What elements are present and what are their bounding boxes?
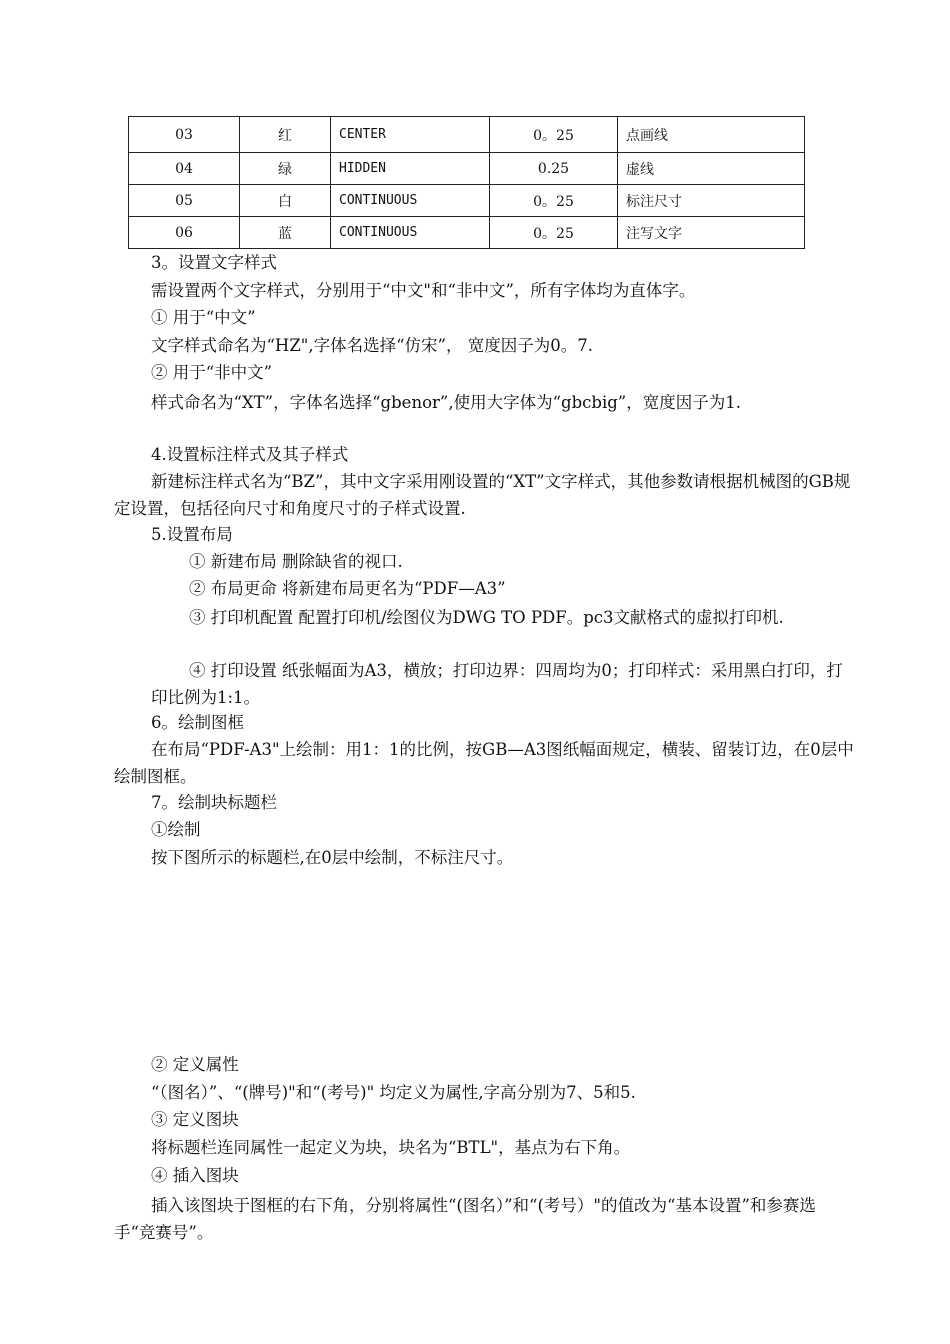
section-3-item-1: ① 用于“中文”: [151, 308, 256, 327]
layer-color-cell: 蓝: [240, 217, 331, 249]
section-7-item-4-text: 插入该图块于图框的右下角，分别将属性“(图名）”和“(考号）"的值改为“基本设置”和参赛选手“竞赛号”。: [114, 1196, 816, 1242]
layer-usage-cell: 标注尺寸: [618, 185, 805, 217]
section-3-item-1-text: 文字样式命名为“HZ",字体名选择“仿宋”， 宽度因子为0。7.: [151, 336, 593, 355]
section-4-text: 新建标注样式名为“BZ”，其中文字采用刚设置的“XT”文字样式，其他参数请根据机械图的GB规定设置，包括径向尺寸和角度尺寸的子样式设置.: [114, 472, 851, 518]
section-6-title: 6。绘制图框: [151, 713, 244, 732]
layer-width-cell: 0。25: [490, 185, 618, 217]
table-row: [129, 217, 805, 249]
layer-number-cell: 05: [129, 185, 240, 217]
section-5-item-4: ④ 打印设置 纸张幅面为A3，横放；打印边界：四周均为0；打印样式：采用黑白打印，打印比例为1:1。: [151, 661, 843, 707]
section-3-intro: 需设置两个文字样式，分别用于“中文"和“非中文”，所有字体均为直体字。: [151, 281, 696, 300]
section-7-item-2: ② 定义属性: [151, 1055, 239, 1074]
section-7-item-3-text: 将标题栏连同属性一起定义为块，块名为“BTL"，基点为右下角。: [151, 1138, 631, 1157]
section-7-title: 7。绘制块标题栏: [151, 793, 277, 812]
section-7-item-1: ①绘制: [151, 820, 201, 839]
section-6-text: 在布局“PDF-A3"上绘制：用1：1的比例，按GB—A3图纸幅面规定，横装、留装订边，在0层中绘制图框。: [114, 740, 854, 786]
layer-linetype-cell: CENTER: [331, 117, 490, 153]
layer-color-cell: 红: [240, 117, 331, 153]
layer-usage-cell: 虚线: [618, 153, 805, 185]
layer-number-cell: 06: [129, 217, 240, 249]
layer-width-cell: 0.25: [490, 153, 618, 185]
section-7-item-2-text: “（图名）”、“(牌号)"和“(考号)" 均定义为属性,字高分别为7、5和5.: [151, 1083, 636, 1102]
section-5-title: 5.设置布局: [151, 525, 233, 544]
layer-width-cell: 0。25: [490, 217, 618, 249]
section-3-item-2-text: 样式命名为“XT”，字体名选择“gbenor”,使用大字体为“gbcbig”，宽度因子为1.: [151, 393, 741, 412]
section-7-item-4: ④ 插入图块: [151, 1166, 239, 1185]
section-5-item-3: ③ 打印机配置 配置打印机/绘图仪为DWG TO PDF。pc3文献格式的虚拟打印机.: [189, 608, 784, 627]
section-3-item-2: ② 用于“非中文”: [151, 363, 273, 382]
layer-table: [128, 116, 805, 249]
section-7-item-1-text: 按下图所示的标题栏,在0层中绘制，不标注尺寸。: [151, 848, 514, 867]
section-3-title: 3。设置文字样式: [151, 253, 277, 272]
layer-linetype-cell: HIDDEN: [331, 153, 490, 185]
layer-usage-cell: 点画线: [618, 117, 805, 153]
table-row: [129, 185, 805, 217]
layer-color-cell: 绿: [240, 153, 331, 185]
layer-usage-cell: 注写文字: [618, 217, 805, 249]
layer-linetype-cell: CONTINUOUS: [331, 185, 490, 217]
section-4-title: 4.设置标注样式及其子样式: [151, 445, 349, 464]
layer-color-cell: 白: [240, 185, 331, 217]
section-7-item-3: ③ 定义图块: [151, 1110, 239, 1129]
section-5-item-1: ① 新建布局 删除缺省的视口.: [189, 552, 403, 571]
layer-linetype-cell: CONTINUOUS: [331, 217, 490, 249]
table-row: [129, 153, 805, 185]
layer-width-cell: 0。25: [490, 117, 618, 153]
layer-number-cell: 04: [129, 153, 240, 185]
section-5-item-2: ② 布局更命 将新建布局更名为“PDF—A3”: [189, 579, 506, 598]
layer-number-cell: 03: [129, 117, 240, 153]
table-row: [129, 117, 805, 153]
